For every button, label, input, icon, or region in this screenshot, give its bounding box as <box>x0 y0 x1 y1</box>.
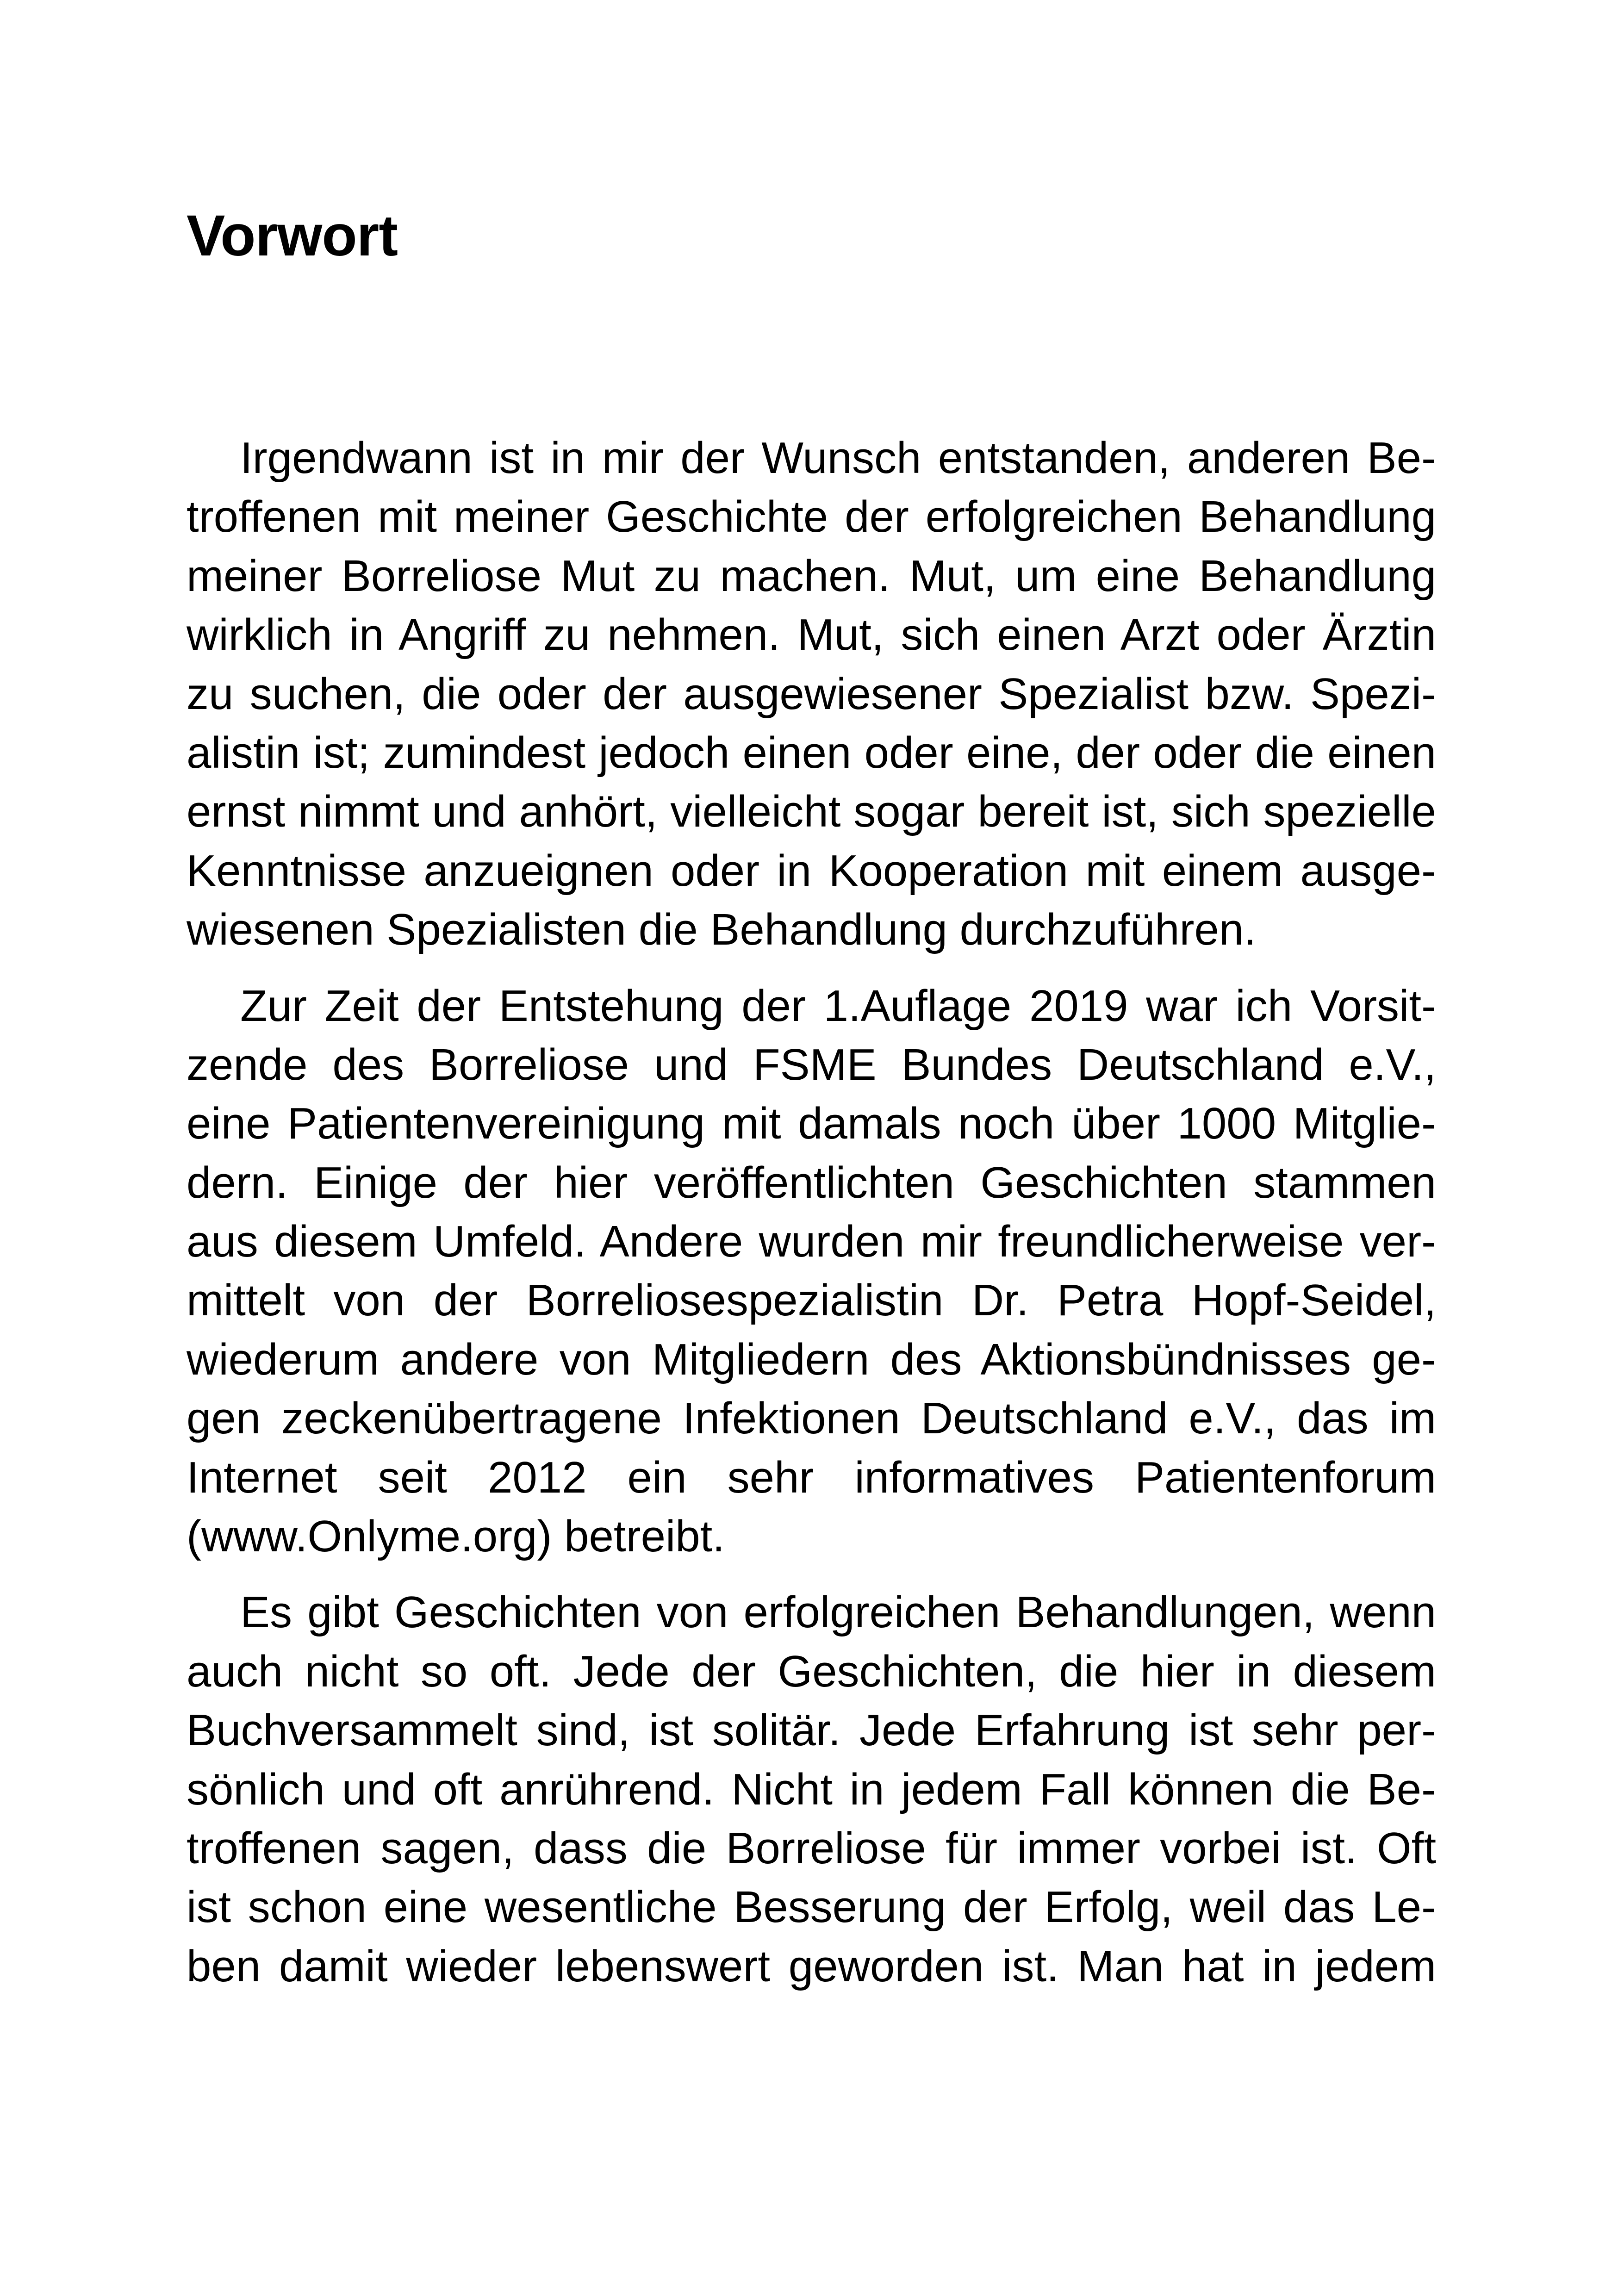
text-line: wiesenen Spezialisten die Behandlung durchzuführen. <box>187 905 1256 955</box>
text-line: ben damit wieder lebenswert geworden ist. Man hat in jedem <box>187 1941 1436 1991</box>
text-line: gen zeckenübertragene Infektionen Deutschland e.V., das im <box>187 1394 1436 1444</box>
text-line: auch nicht so oft. Jede der Geschichten, die hier in diesem <box>187 1646 1436 1696</box>
text-line: zende des Borreliose und FSME Bundes Deutschland e.V., <box>187 1039 1436 1089</box>
text-line: ist schon eine wesentliche Besserung der Erfolg, weil das Le- <box>187 1882 1436 1932</box>
text-line: mittelt von der Borreliosespezialistin Dr. Petra Hopf-Seidel, <box>187 1276 1436 1325</box>
paragraph <box>187 977 1436 1566</box>
text-line: Zur Zeit der Entstehung der 1.Auflage 2019 war ich Vorsit- <box>240 981 1436 1031</box>
text-line: troffenen mit meiner Geschichte der erfolgreichen Behandlung <box>187 492 1436 542</box>
page-title: Vorwort <box>187 204 398 268</box>
text-line: (www.Onlyme.org) betreibt. <box>187 1512 725 1562</box>
text-line: aus diesem Umfeld. Andere wurden mir freundlicherweise ver- <box>187 1217 1436 1267</box>
paragraph <box>187 429 1436 959</box>
text-line: Es gibt Geschichten von erfolgreichen Behandlungen, wenn <box>240 1587 1436 1637</box>
text-line: sönlich und oft anrührend. Nicht in jedem Fall können die Be- <box>187 1764 1436 1814</box>
text-line: eine Patientenvereinigung mit damals noch über 1000 Mitglie- <box>187 1099 1436 1149</box>
text-line: alistin ist; zumindest jedoch einen oder eine, der oder die einen <box>187 728 1436 778</box>
body-text <box>187 429 1436 2013</box>
text-line: wirklich in Angriff zu nehmen. Mut, sich einen Arzt oder Ärztin <box>187 610 1436 660</box>
text-line: Internet seit 2012 ein sehr informatives Patientenforum <box>187 1452 1436 1502</box>
text-line: meiner Borreliose Mut zu machen. Mut, um eine Behandlung <box>187 551 1436 601</box>
text-line: ernst nimmt und anhört, vielleicht sogar bereit ist, sich spezielle <box>187 787 1436 837</box>
text-line: wiederum andere von Mitgliedern des Aktionsbündnisses ge- <box>187 1334 1436 1384</box>
text-line: zu suchen, die oder der ausgewiesener Spezialist bzw. Spezi- <box>187 669 1436 719</box>
text-line: dern. Einige der hier veröffentlichten Geschichten stammen <box>187 1157 1436 1207</box>
text-line: troffenen sagen, dass die Borreliose für immer vorbei ist. Oft <box>187 1823 1436 1873</box>
text-line: Kenntnisse anzueignen oder in Kooperation mit einem ausge- <box>187 846 1436 896</box>
paragraph <box>187 1583 1436 1996</box>
text-line: Irgendwann ist in mir der Wunsch entstanden, anderen Be- <box>240 433 1436 483</box>
text-line: Buchversammelt sind, ist solitär. Jede Erfahrung ist sehr per- <box>187 1705 1436 1755</box>
